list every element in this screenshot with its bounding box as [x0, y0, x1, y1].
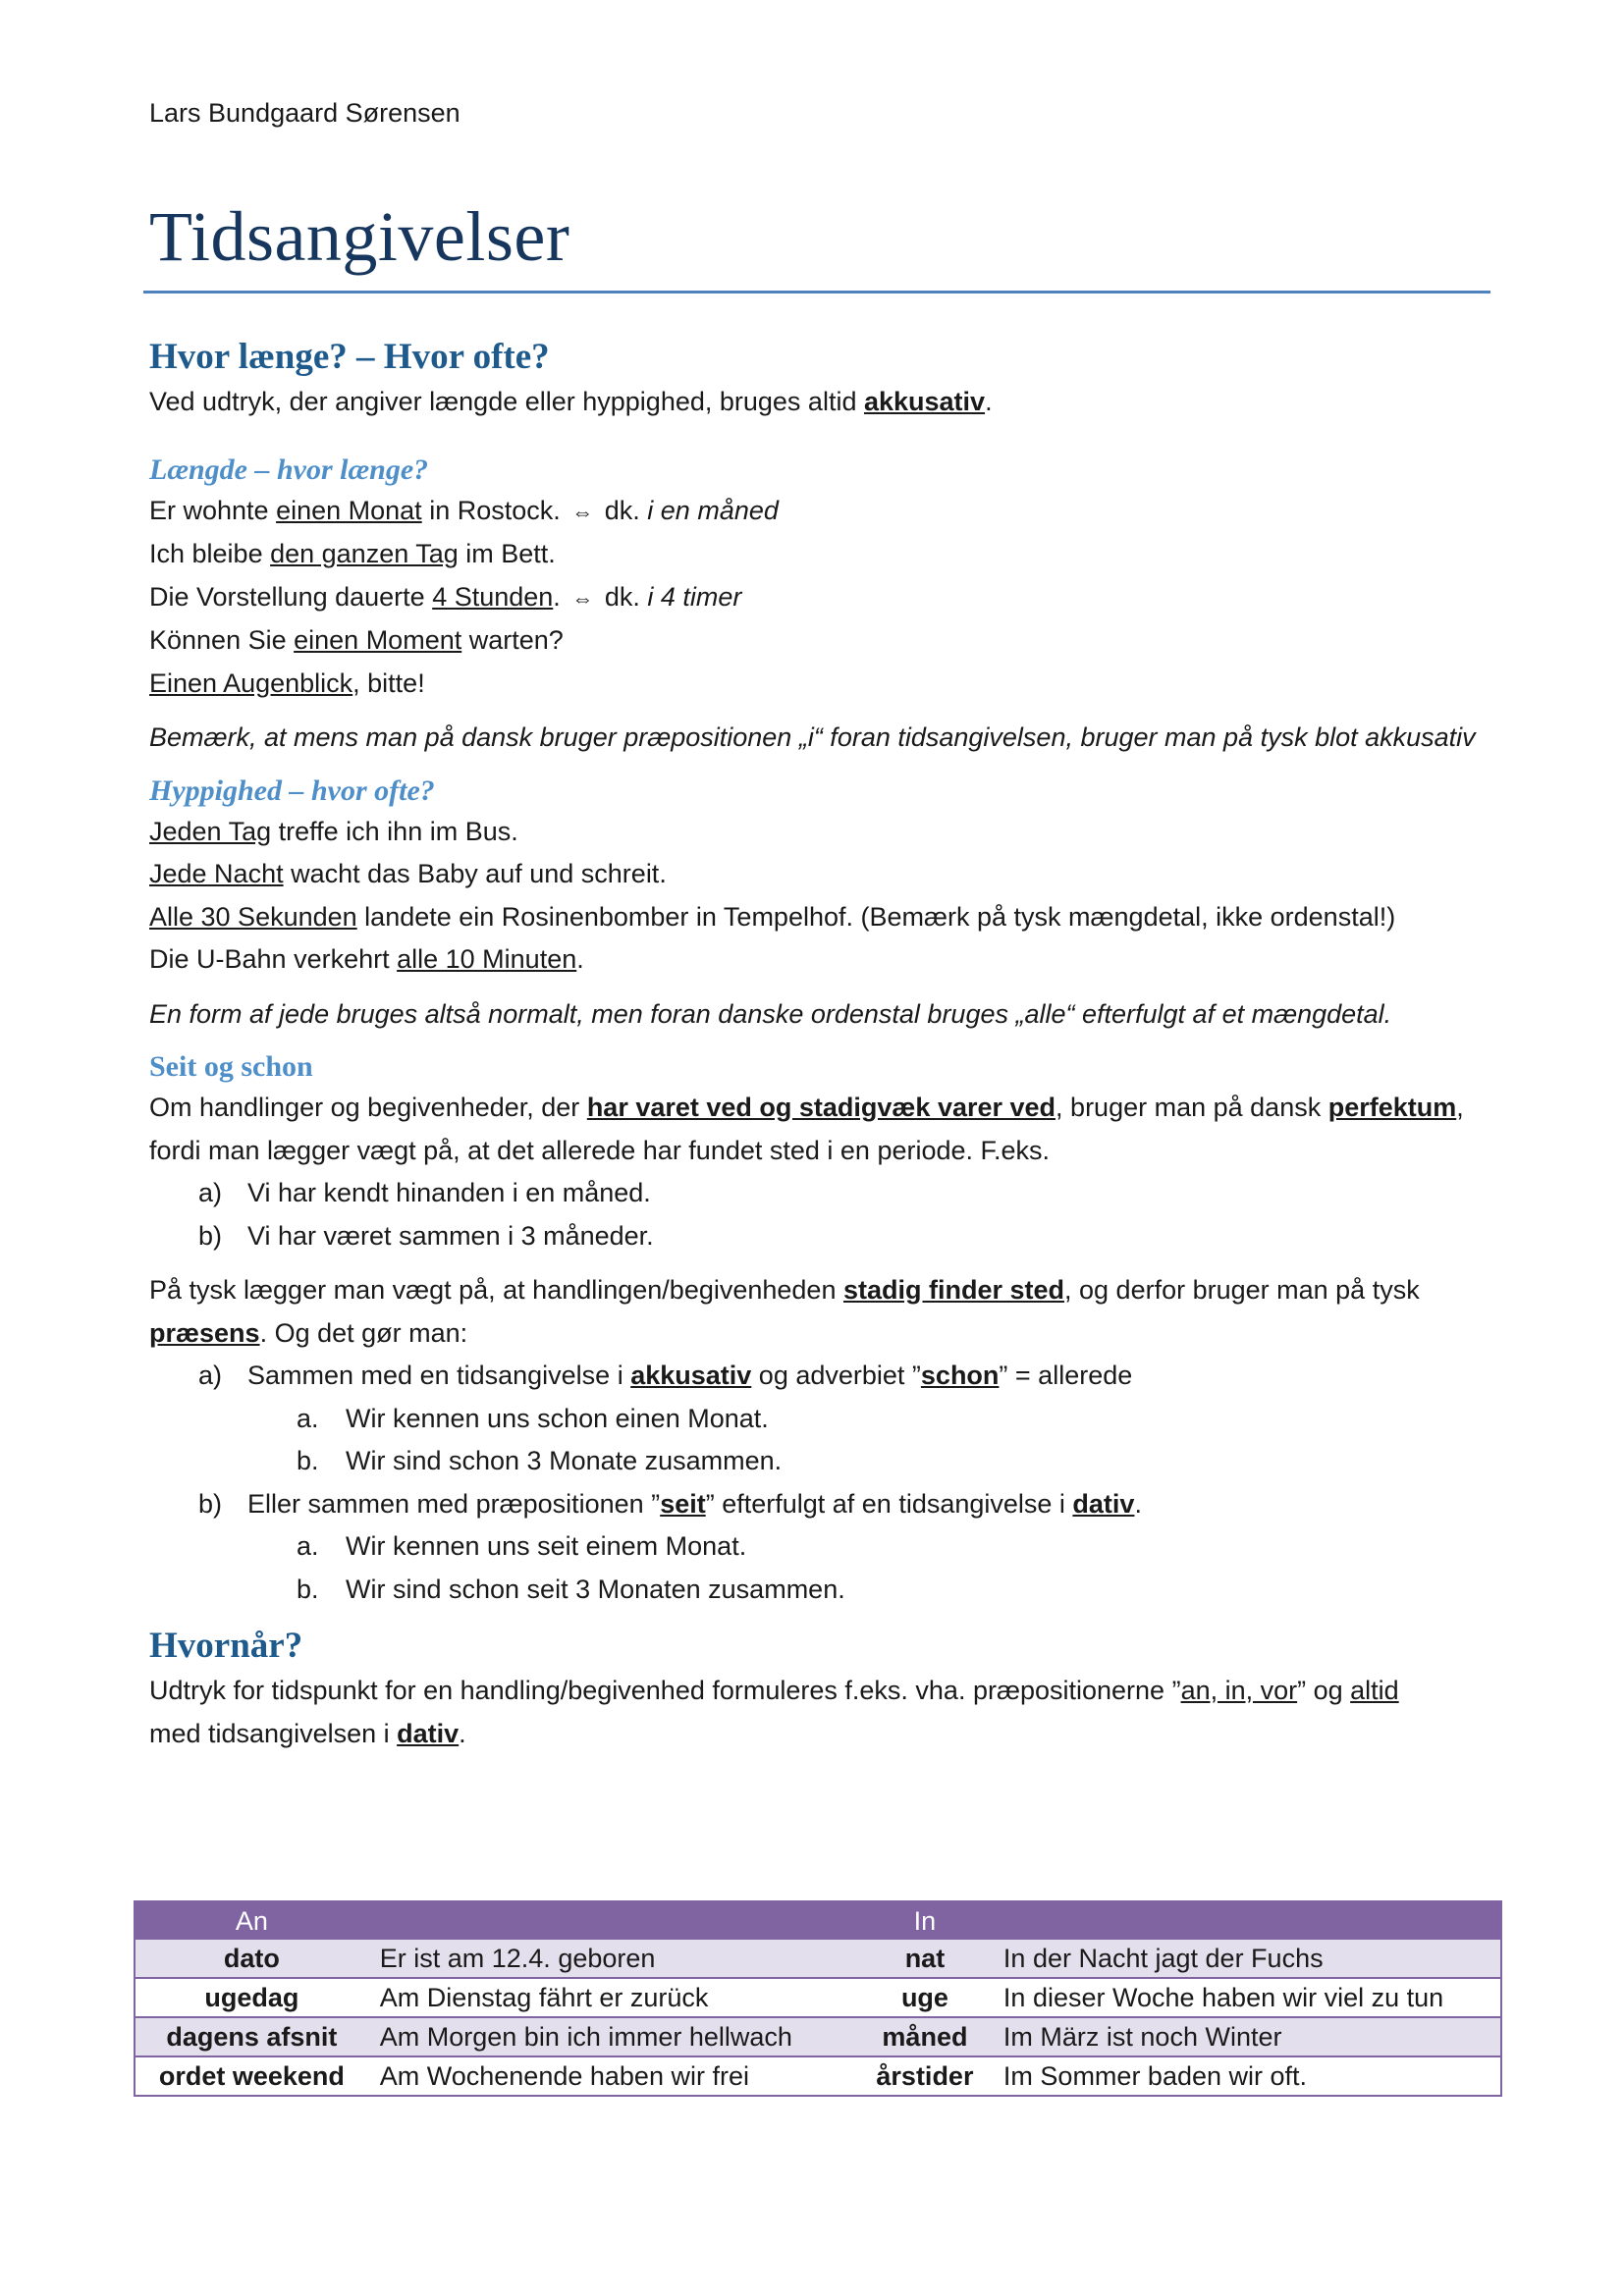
- paragraph: med tidsangivelsen i dativ.: [149, 1718, 466, 1748]
- table-row: dagens afsnit Am Morgen bin ich immer hellwach måned Im März ist noch Winter: [135, 2017, 1501, 2056]
- list: [149, 1355, 1494, 1398]
- double-arrow-icon: ⇔: [571, 499, 594, 524]
- double-arrow-icon: ⇔: [571, 585, 594, 611]
- example-line: Jeden Tag treffe ich ihn im Bus.: [149, 816, 518, 846]
- paragraph: Om handlinger og begivenheder, der har varet ved og stadigvæk varer ved, bruger man på dansk perfektum, fordi man lægger vægt på, at det allerede har fundet sted i en periode. F.eks.: [149, 1093, 1464, 1165]
- list: [149, 1483, 1494, 1526]
- subheading-seit-schon: Seit og schon: [149, 1050, 313, 1083]
- section-heading-hvornaar: Hvornår?: [149, 1626, 303, 1666]
- title-divider: [143, 291, 1490, 294]
- list: [149, 1172, 1494, 1257]
- note-laengde: Bemærk, at mens man på dansk bruger præpositionen „i“ foran tidsangivelsen, bruger man på tysk blot akkusativ: [149, 722, 1476, 752]
- example-line: Ich bleibe den ganzen Tag im Bett.: [149, 539, 556, 568]
- table-row: ordet weekend Am Wochenende haben wir frei årstider Im Sommer baden wir oft.: [158, 2060, 1308, 2091]
- list-item: a) Vi har kendt hinanden i en måned.: [198, 1178, 651, 1207]
- list-item: b) Vi har været sammen i 3 måneder.: [198, 1220, 654, 1251]
- subheading-laengde: Længde – hvor længe?: [149, 453, 429, 486]
- subheading-hyppighed: Hyppighed – hvor ofte?: [149, 774, 435, 807]
- list-item: a) Sammen med en tidsangivelse i akkusativ og adverbiet ”schon” = allerede: [198, 1361, 1133, 1390]
- paragraph: På tysk lægger man vægt på, at handlingen/begivenheden stadig finder sted, og derfor bruger man på tysk præsens. Og det gør man:: [149, 1275, 1420, 1348]
- section-intro: Ved udtryk, der angiver længde eller hyppighed, bruges altid akkusativ.: [149, 387, 993, 416]
- list-item: a. Wir kennen uns schon einen Monat.: [297, 1403, 769, 1433]
- example-line: Alle 30 Sekunden landete ein Rosinenbomber in Tempelhof. (Bemærk på tysk mængdetal, ikke ordenstal!): [149, 901, 1396, 932]
- note-hyppighed: En form af jede bruges altså normalt, men foran danske ordenstal bruges „alle“ efterfulgt af et mængdetal.: [149, 998, 1392, 1029]
- column-header-an: An: [135, 1901, 368, 1940]
- list-item: b. Wir sind schon seit 3 Monaten zusammen.: [297, 1574, 845, 1604]
- example-line: Können Sie einen Moment warten?: [149, 625, 564, 655]
- page-title: Tidsangivelser: [149, 197, 570, 276]
- example-line: Die U-Bahn verkehrt alle 10 Minuten.: [149, 944, 584, 974]
- paragraph: Udtryk for tidspunkt for en handling/begivenhed formuleres f.eks. vha. præpositionerne ”an, in, vor” og altid: [149, 1676, 1399, 1705]
- section-heading-hvor-laenge: Hvor længe? – Hvor ofte?: [149, 337, 550, 377]
- list-item: b) Eller sammen med præpositionen ”seit” efterfulgt af en tidsangivelse i dativ.: [198, 1488, 1142, 1519]
- table-row: ugedag Am Dienstag fährt er zurück uge In dieser Woche haben wir viel zu tun: [135, 1978, 1501, 2017]
- document-body: [149, 334, 1494, 1755]
- example-line: Einen Augenblick, bitte!: [149, 667, 425, 698]
- list-item: a. Wir kennen uns seit einem Monat.: [297, 1531, 747, 1561]
- example-line: Er wohnte einen Monat in Rostock. ⇔ dk. i en måned: [149, 490, 1494, 534]
- table-row: dato Er ist am 12.4. geboren nat In der Nacht jagt der Fuchs: [135, 1940, 1501, 1978]
- sublist: [149, 1525, 1494, 1611]
- sublist: [149, 1398, 1494, 1483]
- example-line: Jede Nacht wacht das Baby auf und schreit.: [149, 859, 667, 888]
- author-name: Lars Bundgaard Sørensen: [149, 98, 460, 128]
- time-expressions-table: [134, 1900, 1502, 2097]
- column-header-in: In: [858, 1901, 992, 1940]
- list-item: b. Wir sind schon 3 Monate zusammen.: [297, 1446, 783, 1475]
- example-line: Die Vorstellung dauerte 4 Stunden. ⇔ dk. i 4 timer: [149, 576, 1494, 620]
